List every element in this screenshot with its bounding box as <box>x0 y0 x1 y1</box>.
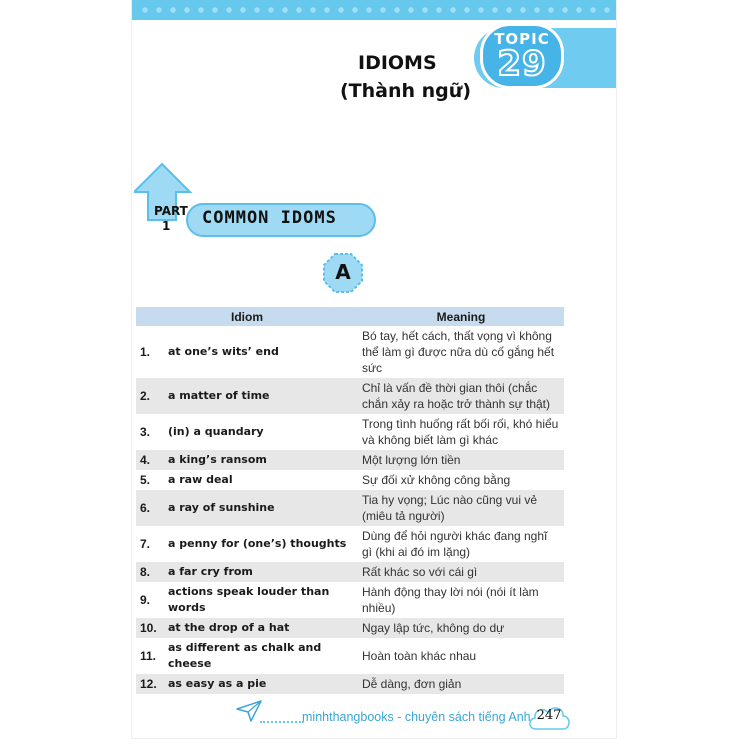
table-row <box>136 674 564 694</box>
topic-number: 29 <box>497 44 547 84</box>
table-row <box>136 490 564 526</box>
part-title: COMMON IDOMS <box>202 208 337 228</box>
row-number: 8. <box>136 562 164 582</box>
top-dot-pattern <box>138 4 610 16</box>
row-number: 11. <box>140 649 157 663</box>
meaning-cell: Sự đối xử không công bằng <box>362 473 511 487</box>
idiom-cell: at the drop of a hat <box>164 618 358 638</box>
page-number: 247 <box>536 708 562 723</box>
idiom-cell: (in) a quandary <box>168 425 264 438</box>
meaning-cell: Hành động thay lời nói (nói ít làm nhiều) <box>362 585 539 615</box>
row-number: 7. <box>140 537 151 551</box>
meaning-cell: Hoàn toàn khác nhau <box>362 649 477 663</box>
row-number: 10. <box>136 618 164 638</box>
table-row <box>136 562 564 582</box>
paper-plane-icon <box>236 700 262 722</box>
row-number: 9. <box>140 593 151 607</box>
idiom-cell: as different as chalk and cheese <box>168 641 322 670</box>
idiom-cell: a ray of sunshine <box>164 490 358 526</box>
table-row <box>136 414 564 450</box>
page-title: IDIOMS <box>358 52 437 74</box>
column-header-idiom: Idiom <box>136 307 358 326</box>
row-number: 4. <box>136 450 164 470</box>
part-number: 1 <box>162 219 171 233</box>
page-subtitle: (Thành ngữ) <box>340 80 471 102</box>
meaning-cell: Ngay lập tức, không do dự <box>358 618 564 638</box>
row-number: 3. <box>140 425 151 439</box>
idiom-cell: a penny for (one’s) thoughts <box>168 537 347 550</box>
top-decorative-band <box>132 0 616 20</box>
table-header-row <box>136 307 564 326</box>
table-row <box>136 618 564 638</box>
idiom-cell: a matter of time <box>164 378 358 414</box>
table-row <box>136 638 564 674</box>
footer-dotted-trail <box>260 718 304 723</box>
meaning-cell: Dùng để hỏi người khác đang nghĩ gì (khi ai đó im lặng) <box>362 529 548 559</box>
row-number: 6. <box>136 490 164 526</box>
section-letter: A <box>335 260 351 284</box>
idiom-cell: at one’s wits’ end <box>168 345 279 358</box>
row-number: 12. <box>136 674 164 694</box>
column-header-meaning: Meaning <box>358 307 564 326</box>
table-row <box>136 526 564 562</box>
table-row <box>136 450 564 470</box>
meaning-cell: Bó tay, hết cách, thất vọng vì không thể làm gì được nữa dù cố gắng hết sức <box>362 329 555 375</box>
meaning-cell: Rất khác so với cái gì <box>358 562 564 582</box>
idiom-cell: a far cry from <box>164 562 358 582</box>
meaning-cell: Trong tình huống rất bối rối, khó hiểu và không biết làm gì khác <box>362 417 559 447</box>
topic-label: TOPIC <box>494 30 550 48</box>
table-row <box>136 582 564 618</box>
meaning-cell: Một lượng lớn tiền <box>358 450 564 470</box>
part-label: PART <box>154 204 188 218</box>
idiom-table <box>136 307 564 694</box>
idiom-cell: actions speak louder than words <box>168 585 330 614</box>
table-row <box>136 378 564 414</box>
table-row <box>136 326 564 378</box>
meaning-cell: Chỉ là vấn đề thời gian thôi (chắc chắn xảy ra hoặc trở thành sự thật) <box>358 378 564 414</box>
table-row <box>136 470 564 490</box>
row-number: 2. <box>136 378 164 414</box>
row-number: 5. <box>140 473 151 487</box>
meaning-cell: Dễ dàng, đơn giản <box>358 674 564 694</box>
idiom-cell: a raw deal <box>168 473 233 486</box>
idiom-cell: as easy as a pie <box>164 674 358 694</box>
row-number: 1. <box>140 345 151 359</box>
meaning-cell: Tia hy vọng; Lúc nào cũng vui vẻ (miêu tả người) <box>358 490 564 526</box>
book-page <box>132 0 616 738</box>
idiom-cell: a king’s ransom <box>164 450 358 470</box>
topic-badge <box>480 23 564 89</box>
footer-publisher-text: minhthangbooks - chuyên sách tiếng Anh <box>302 710 531 724</box>
